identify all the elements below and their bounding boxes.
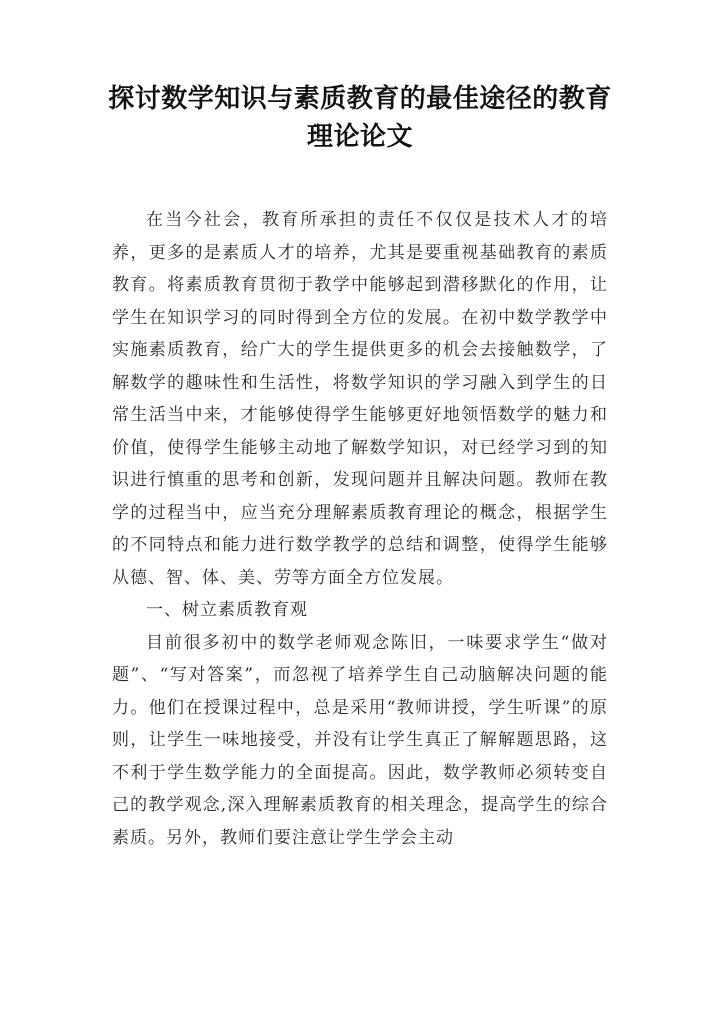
section-heading: 一、树立素质教育观	[146, 600, 308, 620]
document-title: 探讨数学知识与素质教育的最佳途径的教育理论论文	[108, 84, 612, 152]
intro-paragraph: 在当今社会，教育所承担的责任不仅仅是技术人才的培养，更多的是素质人才的培养，尤其是要重视基础教育的素质教育。将素质教育贯彻于教学中能够起到潜移默化的作用，让学生在知识学习的同时得到全方位的发展。在初中数学教学中实施素质教育，给广大的学生提供更多的机会去接触数学，了解数学的趣味性和生活性，将数学知识的学习融入到学生的日常生活当中来，才能够使得学生能够更好地领悟数学的魅力和价值，使得学生能够主动地了解数学知识，对已经学习到的知识进行慎重的思考和创新，发现问题并且解决问题。教师在教学的过程当中，应当充分理解素质教育理论的概念，根据学生的不同特点和能力进行数学教学的总结和调整，使得学生能够从德、智、体、美、劳等方面全方位发展。	[112, 210, 608, 588]
document-body	[112, 204, 608, 854]
section-paragraph: 目前很多初中的数学老师观念陈旧，一味要求学生“做对题”、“写对答案”，而忽视了培养学生自己动脑解决问题的能力。他们在授课过程中，总是采用“教师讲授，学生听课”的原则，让学生一味地接受，并没有让学生真正了解解题思路，这不利于学生数学能力的全面提高。因此，数学教师必须转变自己的教学观念,深入理解素质教育的相关理念，提高学生的综合素质。另外，教师们要注意让学生学会主动	[112, 632, 608, 848]
